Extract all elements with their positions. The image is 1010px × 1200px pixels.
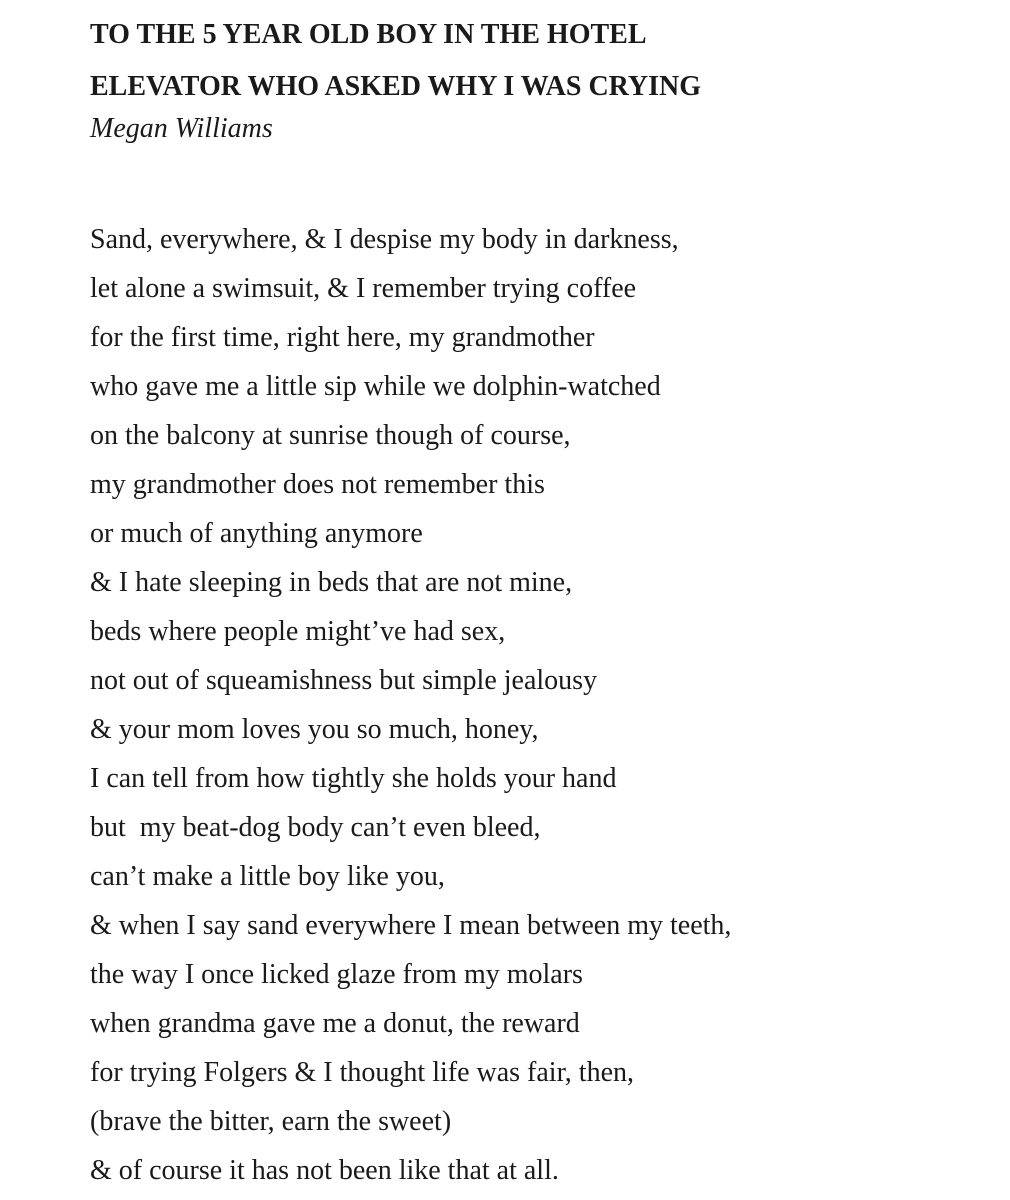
poem-page [90,18,990,1186]
poem-line: but my beat-dog body can’t even bleed, [90,812,541,843]
poem-title [90,18,990,104]
poem-line: Sand, everywhere, & I despise my body in darkness, [90,224,679,255]
poem-line: (brave the bitter, earn the sweet) [90,1106,452,1137]
poem-line: let alone a swimsuit, & I remember trying coffee [90,273,637,304]
poem-title-line: TO THE 5 YEAR OLD BOY IN THE HOTEL [90,19,647,50]
poem-line: for the first time, right here, my grandmother [90,322,595,353]
poem-line: or much of anything anymore [90,518,423,549]
poem-line: the way I once licked glaze from my molars [90,959,583,990]
poem-line: not out of squeamishness but simple jealousy [90,665,598,696]
poem-line: my grandmother does not remember this [90,469,545,500]
poem-line: & your mom loves you so much, honey, [90,714,539,745]
poem-line: can’t make a little boy like you, [90,861,445,892]
poem-line: for trying Folgers & I thought life was fair, then, [90,1057,634,1088]
poem-author: Megan Williams [90,113,273,144]
poem-line: when grandma gave me a donut, the reward [90,1008,580,1039]
poem-line: who gave me a little sip while we dolphin-watched [90,371,661,402]
poem-line: & when I say sand everywhere I mean between my teeth, [90,910,732,941]
poem-line: I can tell from how tightly she holds your hand [90,763,617,794]
poem-title-line: ELEVATOR WHO ASKED WHY I WAS CRYING [90,71,702,102]
poem-line: & I hate sleeping in beds that are not mine, [90,567,573,598]
poem-line: on the balcony at sunrise though of course, [90,420,571,451]
poem-body [90,215,731,1195]
poem-line: beds where people might’ve had sex, [90,616,506,647]
poem-line: & of course it has not been like that at all. [90,1155,559,1186]
